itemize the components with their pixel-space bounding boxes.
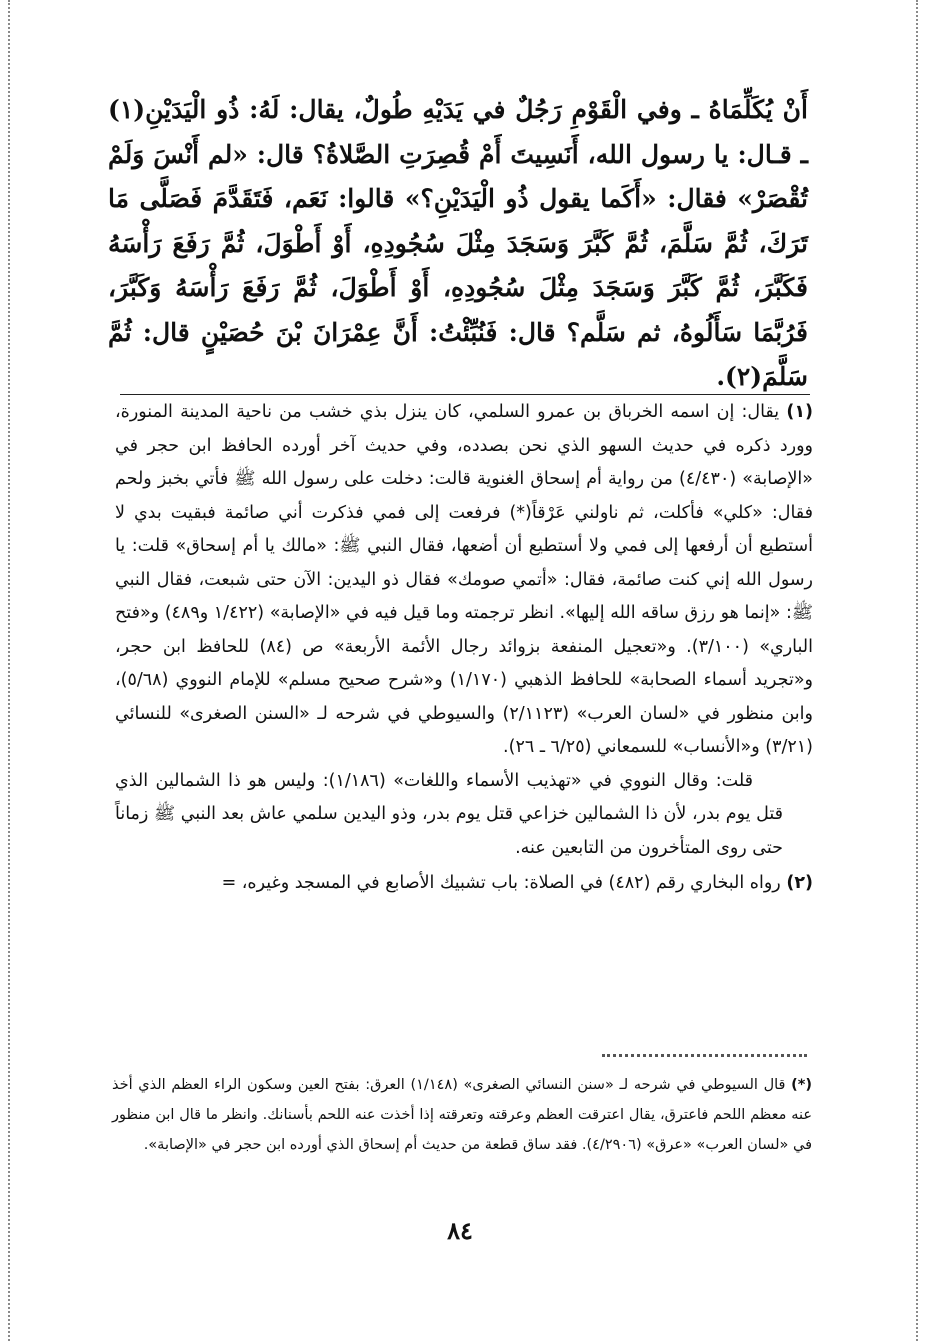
main-hadith-text: أَنْ يُكَلِّمَاهُ ـ وفي الْقَوْمِ رَجُلٌ في يَدَيْهِ طُولٌ، يقال: لَهُ: ذُو الْيَدَيْنِ(١) ـ قـال: يا رسول الله، أَنَسِيتَ أَمْ قُصِرَتِ الصَّلاةُ؟ قال: «لم أَنْسَ وَلَمْ تُقْصَرْ» فقال: «أَكَما يقول ذُو الْيَدَيْنِ؟» قالوا: نَعَم، فَتَقَدَّمَ فَصَلَّى مَا تَرَكَ، ثُمَّ سَلَّمَ، ثُمَّ كَبَّرَ وَسَجَدَ مِثْلَ سُجُودِهِ، أَوْ أَطْوَلَ، ثُمَّ رَفَعَ رَأْسَهُ فَكَبَّرَ، ثُمَّ كَبَّرَ وَسَجَدَ مِثْلَ سُجُودِهِ، أَوْ أَطْوَلَ، ثُمَّ رَفَعَ رَأْسَهُ وَكَبَّرَ، فَرُبَّمَا سَأَلُوهُ، ثم سَلَّم؟ قال: فَنُبِّئْتُ: أَنَّ عِمْرَانَ بْنَ حُصَيْنٍ قال: ثُمَّ سَلَّمَ(٢). [108, 95, 808, 391]
scan-edge-left [8, 0, 10, 1341]
star-note-text: قال السيوطي في شرحه لـ «سنن النسائي الصغرى» (١/١٤٨) العرق: بفتح العين وسكون الراء العظم الذي أخذ عنه معظم اللحم فاعترق، يقال اعترقت العظم وعرقته وتعرقته إذا أخذت عنه اللحم بأسنانك. وانظر ما قال ابن منظور في «لسان العرب» «عرق» (٤/٢٩٠٦). فقد ساق قطعة من حديث أم إسحاق الذي أورده ابن حجر في «الإصابة». [112, 1077, 812, 1153]
star-note-marker: (*) [791, 1077, 813, 1093]
footnote-separator [120, 394, 810, 395]
star-note [112, 1070, 812, 1160]
footnotes-section [115, 396, 813, 901]
footnote-1-text: يقال: إن اسمه الخرباق بن عمرو السلمي، كان ينزل بذي خشب من ناحية المدينة المنورة، وورد ذكره في حديث السهو الذي نحن بصدده، وفي حديث آخر أورده الحافظ ابن حجر في «الإصابة» (٤/٤٣٠) من رواية أم إسحاق الغنوية قالت: دخلت على رسول الله ﷺ فأتي بخبز ولحم فقال: «كلي» فأكلت، ثم ناولني عَرْقاً(*) فرفعت إلى فمي فذكرت أني صائمة فبقيت بدي لا أستطيع أن أرفعها إلى فمي ولا أستطيع أن أضعها، فقال النبي ﷺ: «مالك يا أم إسحاق» قلت: يا رسول الله إني كنت صائمة، فقال: «أتمي صومك» فقال ذو اليدين: الآن حتى شبعت، فقال النبي ﷺ: «إنما هو رزق ساقه الله إليها». انظر ترجمته وما قيل فيه في «الإصابة» (١/٤٢٢ و٤٨٩) و«فتح الباري» (٣/١٠٠). و«تعجيل المنفعة بزوائد رجال الأئمة الأربعة» ص (٨٤) للحافظ ابن حجر، و«تجريد أسماء الصحابة» للحافظ الذهبي (١/١٧٠) و«شرح صحيح مسلم» للإمام النووي (٥/٦٨)، وابن منظور في «لسان العرب» (٢/١١٢٣) والسيوطي في شرحه لـ «السنن الصغرى» للنسائي (٣/٢١) و«الأنساب» للسمعاني (٦/٢٥ ـ ٢٦). [115, 402, 814, 757]
scan-edge-right [916, 0, 918, 1341]
page-number: ٨٤ [447, 1216, 473, 1245]
footnote-1-paragraph-2: قلت: وقال النووي في «تهذيب الأسماء واللغات» (١/١٨٦): وليس هو ذا الشمالين الذي قتل يوم بدر، لأن ذا الشمالين خزاعي قتل يوم بدر، وذو اليدين سلمي عاش بعد النبي ﷺ زماناً حتى روى المتأخرون من التابعين عنه. [115, 770, 783, 858]
footnote-2-text: رواه البخاري رقم (٤٨٢) في الصلاة: باب تشبيك الأصابع في المسجد وغيره، = [221, 873, 781, 893]
footnote-1-marker: (١) [786, 402, 813, 422]
star-note-separator [602, 1054, 807, 1057]
footnote-1 [115, 396, 813, 765]
footnote-2 [115, 867, 813, 901]
footnote-2-marker: (٢) [786, 873, 813, 893]
